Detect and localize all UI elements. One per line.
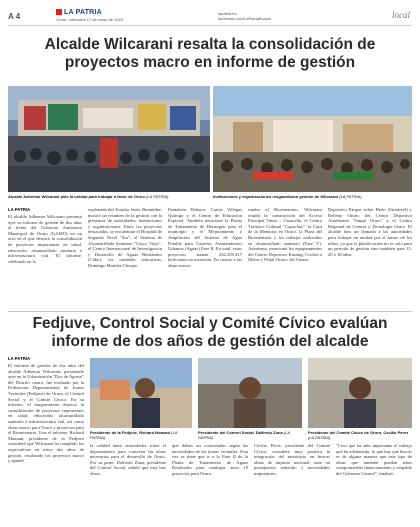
story-divider xyxy=(8,311,412,312)
story1-photo-event xyxy=(8,86,210,192)
story2-caption-3: Presidente del Comité Cívico de Oruro, Cecilio Pérez (LA PATRIA) xyxy=(308,430,409,440)
story1-column-1: El alcalde Adhemar Wilcarani presentó ayer su informe de gestión de dos años al frente del Gobierno Autónomo Municipal de Oruro (GAMO) en un acto en el que destacó la consolidación de proyectos importantes en salud, educación, alcantarillado sanitario e infraestructura vial. El informe, celebrado en la xyxy=(8,214,82,264)
story2-column-2: la calidad entre autoridades sobre el departamento para concretar las obras necesarias para el desarrollo de Oruro. Por su parte, Dalfredo Zuna, presidente del Control Social, señaló que esta hay obras xyxy=(90,443,166,476)
story2-caption-1: Presidente de la Fedjuve, Richard Mamani (LA PATRIA) xyxy=(90,430,178,440)
story2-column-1: El informe de gestión de dos años del alcalde Adhemar Wilcarani, presentado ayer en la Urbanización "Dos de Agosto" del Distrito cuatro, fue evaluado por la Federación Departamental de Juntas Vecinales (Fedjuve) de Oruro, el Control Social y el Comité Cívico. En su informe, el burgomaestre destacó la consolidación de proyectos importantes en salud, educación, alcantarillado sanitario e infraestructura vial, así como obras macro para Oruro y proyectos para el Bicentenario. Tras el informe, Richard Mamani, presidente de la Fedjuve consideró que Wilcarani ha cumplido las expectativas en estos dos años de gestión, resaltando los proyectos macro y apuntó xyxy=(8,363,84,464)
story1-headline: Alcalde Wilcarani resalta la consolidación de proyectos macro en informe de gestión xyxy=(44,36,376,71)
story2-headline: Fedjuve, Control Social y Comité Cívico evalúan informe de dos años de gestión del alcalde xyxy=(32,315,388,350)
story2-column-5: "Creo que ha sido importante el trabajo que ha adelantado, lo que hay que buscar es de alguna manera que este tipo de obras que también puedan tener comprometido financiamiento y respaldo del Gobierno Central", finalizó. xyxy=(336,443,412,476)
issue-date: Oruro, miércoles 17 de mayo de 2023 xyxy=(56,17,124,22)
story1-column-4: rumbo al Bicentenario, Wilcarani resaltó la construcción del Acceso Principal Oruro – Caracollo, el Centro Turístico Cultural "Capachos", la Casa de la Memoria en Oruro, la Plaza del Bicentenario y los trabajos realizados en alcantarillado sanitario (Fase V). Asimismo, mencionó los equipamientos del Centro Deportivo Karting, Coches a Motor y Pedal-Oruro; del Centro xyxy=(248,207,322,263)
story1-caption-right: Instituciones y organizaciones resguardaron gestión de Wilcarani (LA PATRIA) xyxy=(213,194,362,199)
story1-photo-organizations xyxy=(213,86,412,192)
page-header xyxy=(0,0,420,26)
story2-caption-2: Presidente del Control Social, Dalfredo Zuna (LA PATRIA) xyxy=(198,430,290,440)
newspaper-logo: LA PATRIA xyxy=(56,9,102,16)
section-label: local xyxy=(392,10,410,20)
story1-column-2: explanada del Estadio Jesús Bermúdez, mostró un resumen de la gestión con la presencia de autoridades, instituciones y organizaciones. Entre los proyectos destacados, se encuentran el Hospital de Segundo Nivel "Sur", el Sistema de Alcantarillado Sanitario "Casco Viejo", el Centro Internacional de Investigación y Desarrollo de Aguas Residuales (Cidar), los unidades educativas, Domingo Morales Choque, xyxy=(88,207,162,268)
story1-column-5: Deportivo Parque sobre Hielo (Sirrahvel) y Relleno Oruro; del Centro Deportivo Autódromo "Jumpi Oruro" y el Centro Regional de Ciencia y Tecnología Oruro. El alcalde hizo un llamado a las autoridades para trabajar en unidad por el futuro de los niños, ya que la planificación no es solo para un periodo de gestión sino también para 15, 20 o 30 años. xyxy=(328,207,412,257)
story1-column-3: Pantaleón Dalence, Carlos Villegas Quiroga y el Centro de Educación Especial. También mencionó la Planta de Tratamiento de Hormigón para el municipio y el Mejoramiento y Ampliación del Sistema de Agua Potable para Caseríos Asentamientos Urbanos (Aguas) Fase II. En total, estos proyectos suman 262.295.417 bolivianos en inversión. En cuanto a las obras macro xyxy=(168,207,242,268)
header-rule xyxy=(8,25,412,26)
story1-byline: LA PATRIA xyxy=(8,207,31,212)
page-number: A 4 xyxy=(8,12,21,21)
flag-icon xyxy=(56,9,62,15)
story2-photo-comite-civico xyxy=(308,358,412,428)
story2-photo-fedjuve xyxy=(90,358,192,428)
story2-byline: LA PATRIA xyxy=(8,356,31,361)
site-info: lapatria.bo facebook.com/LaPatriaBolivia xyxy=(218,11,271,21)
story2-column-3: que deben ser concretadas según las necesidades de las juntas vecinales. Esta vez se tiene que ir a la Fase II de la Planta de Tratamiento de Aguas Residuales para catalogar otros 10 proyectos para Oruro. xyxy=(172,443,248,476)
story2-photo-control-social xyxy=(198,358,302,428)
story2-column-4: Cecilio Pérez, presidente del Comité Cívico, consideró muy positiva la integración del municipio en buscar obras de impacto nacional, ante un presupuesto reducido y necesidades importantes. xyxy=(254,443,330,476)
story1-caption-left: Alcalde Adhemar Wilcarani pide la unidad para trabajar a favor de Oruro (LA PATRIA) xyxy=(8,194,169,199)
